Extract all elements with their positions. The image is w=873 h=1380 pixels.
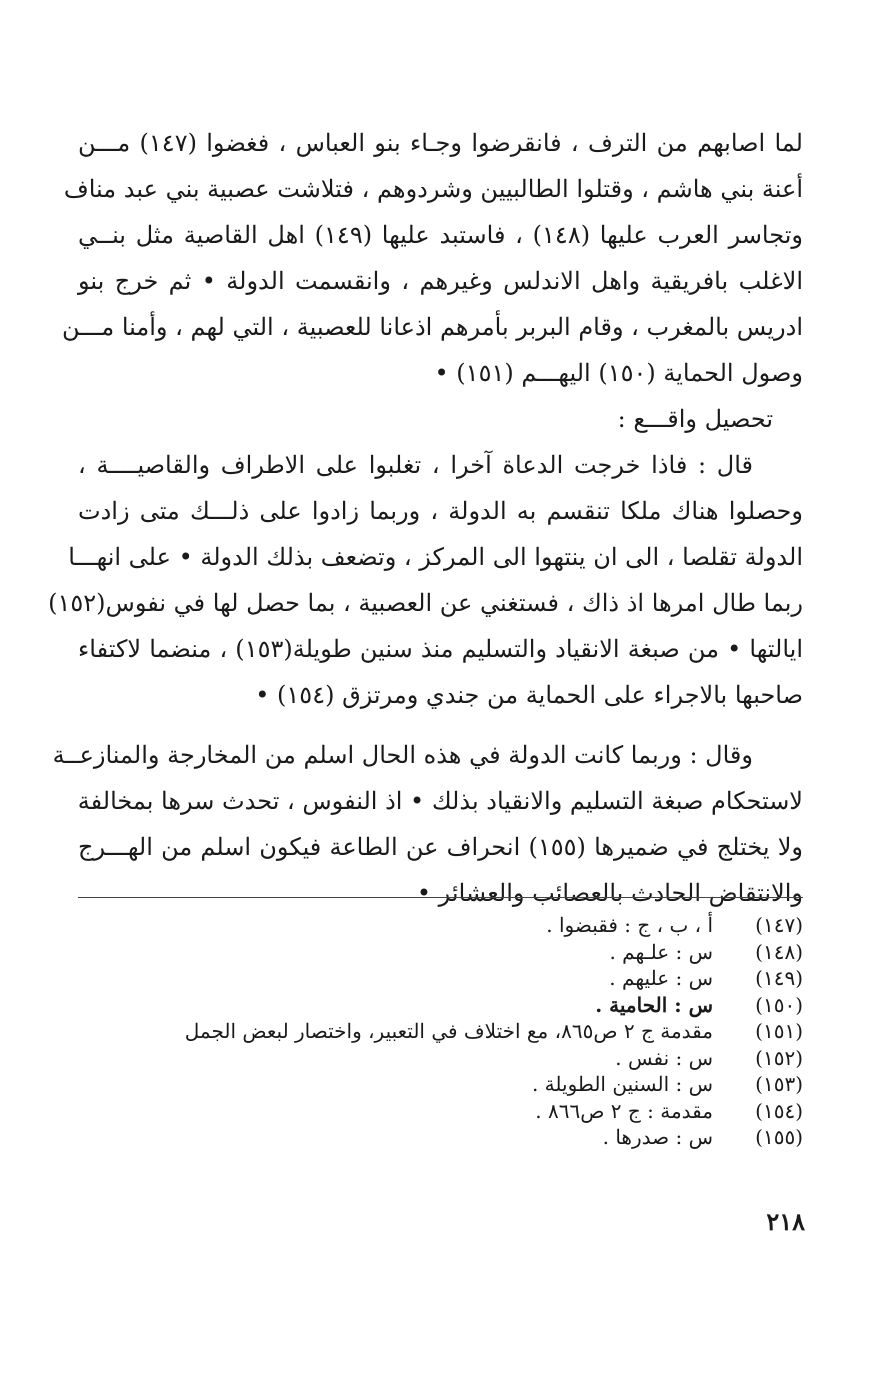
text-line: وتجاسر العرب عليها (١٤٨) ، فاستبد عليها (١٤٩) اهل القاصية مثل بنــي xyxy=(78,221,804,249)
footnote xyxy=(78,939,803,966)
footnote-text: س : الحامية . xyxy=(595,992,713,1017)
footnote xyxy=(78,1071,803,1098)
text-line: وصول الحماية (١٥٠) اليهـــم (١٥١) • xyxy=(434,359,803,387)
footnote-divider xyxy=(78,897,803,898)
footnote xyxy=(78,1098,803,1125)
text-line: وقال : وربما كانت الدولة في هذه الحال اسلم من المخارجة والمنازعــة xyxy=(52,741,753,769)
text-line: الاغلب بافريقية واهل الاندلس وغيرهم ، وانقسمت الدولة • ثم خرج بنو xyxy=(78,267,803,295)
footnote xyxy=(78,912,803,939)
footnote xyxy=(78,965,803,992)
footnote-number: (١٥٥) xyxy=(755,1125,803,1149)
footnote-number: (١٤٩) xyxy=(755,966,803,990)
footnote-text: مقدمة ج ٢ ص٨٦٥، مع اختلاف في التعبير، واختصار لبعض الجمل xyxy=(184,1019,713,1043)
text-line: أعنة بني هاشم ، وقتلوا الطالبيين وشردوهم ، فتلاشت عصبية بني عبد مناف xyxy=(63,175,803,203)
footnote xyxy=(78,1018,803,1045)
footnote xyxy=(78,1045,803,1072)
page-number: ٢١٨ xyxy=(766,1207,805,1236)
text-line: لما اصابهم من الترف ، فانقرضوا وجـاء بنو العباس ، فغضوا (١٤٧) مـــن xyxy=(78,129,803,157)
footnote-text: أ ، ب ، ج : فقبضوا . xyxy=(546,913,713,937)
footnote-number: (١٥٣) xyxy=(755,1072,803,1096)
text-line: لاستحكام صبغة التسليم والانقياد بذلك • اذ النفوس ، تحدث سرها بمخالفة xyxy=(77,787,803,815)
footnote-number: (١٥١) xyxy=(755,1019,803,1043)
footnote-text: س : عليهم . xyxy=(609,966,713,990)
footnote-number: (١٥٢) xyxy=(755,1045,803,1070)
text-line: والانتقاض الحادث بالعصائب والعشائر • xyxy=(416,879,803,907)
text-line: ربما طال امرها اذ ذاك ، فستغني عن العصبية ، بما حصل لها في نفوس(١٥٢) xyxy=(48,589,803,617)
footnote xyxy=(78,992,803,1019)
footnote-number: (١٥٠) xyxy=(755,992,803,1017)
footnote xyxy=(78,1124,803,1151)
footnote-text: س : السنين الطويلة . xyxy=(531,1072,713,1096)
text-line: ولا يختلج في ضميرها (١٥٥) انحراف عن الطاعة فيكون اسلم من الهـــرج xyxy=(78,833,803,861)
text-line: قال : فاذا خرجت الدعاة آخرا ، تغلبوا على الاطراف والقاصيــــة ، xyxy=(78,451,754,479)
footnote-text: س : نفس . xyxy=(615,1045,713,1070)
text-line: الدولة تقلصا ، الى ان ينتهوا الى المركز ، وتضعف بذلك الدولة • على انهـــا xyxy=(68,543,803,571)
footnote-text: س : صدرها . xyxy=(602,1125,713,1149)
main-text xyxy=(48,120,804,916)
footnote-text: س : علـهم . xyxy=(609,939,713,964)
text-line: صاحبها بالاجراء على الحماية من جندي ومرتزق (١٥٤) • xyxy=(255,681,803,709)
section-heading: تحصيل واقـــع : xyxy=(617,405,773,433)
text-line: وحصلوا هناك ملكا تنقسم به الدولة ، وربما زادوا على ذلـــك متى زادت xyxy=(78,497,803,525)
footnote-number: (١٤٨) xyxy=(755,939,803,964)
footnote-text: مقدمة : ج ٢ ص٨٦٦ . xyxy=(535,1098,713,1123)
footnote-number: (١٤٧) xyxy=(755,913,803,937)
text-line: ادريس بالمغرب ، وقام البربر بأمرهم اذعانا للعصبية ، التي لهم ، وأمنا مـــن xyxy=(61,313,803,341)
text-line: ايالتها • من صبغة الانقياد والتسليم منذ سنين طويلة(١٥٣) ، منضما لاكتفاء xyxy=(78,635,804,663)
footnotes xyxy=(78,912,803,1151)
footnote-number: (١٥٤) xyxy=(755,1098,803,1123)
